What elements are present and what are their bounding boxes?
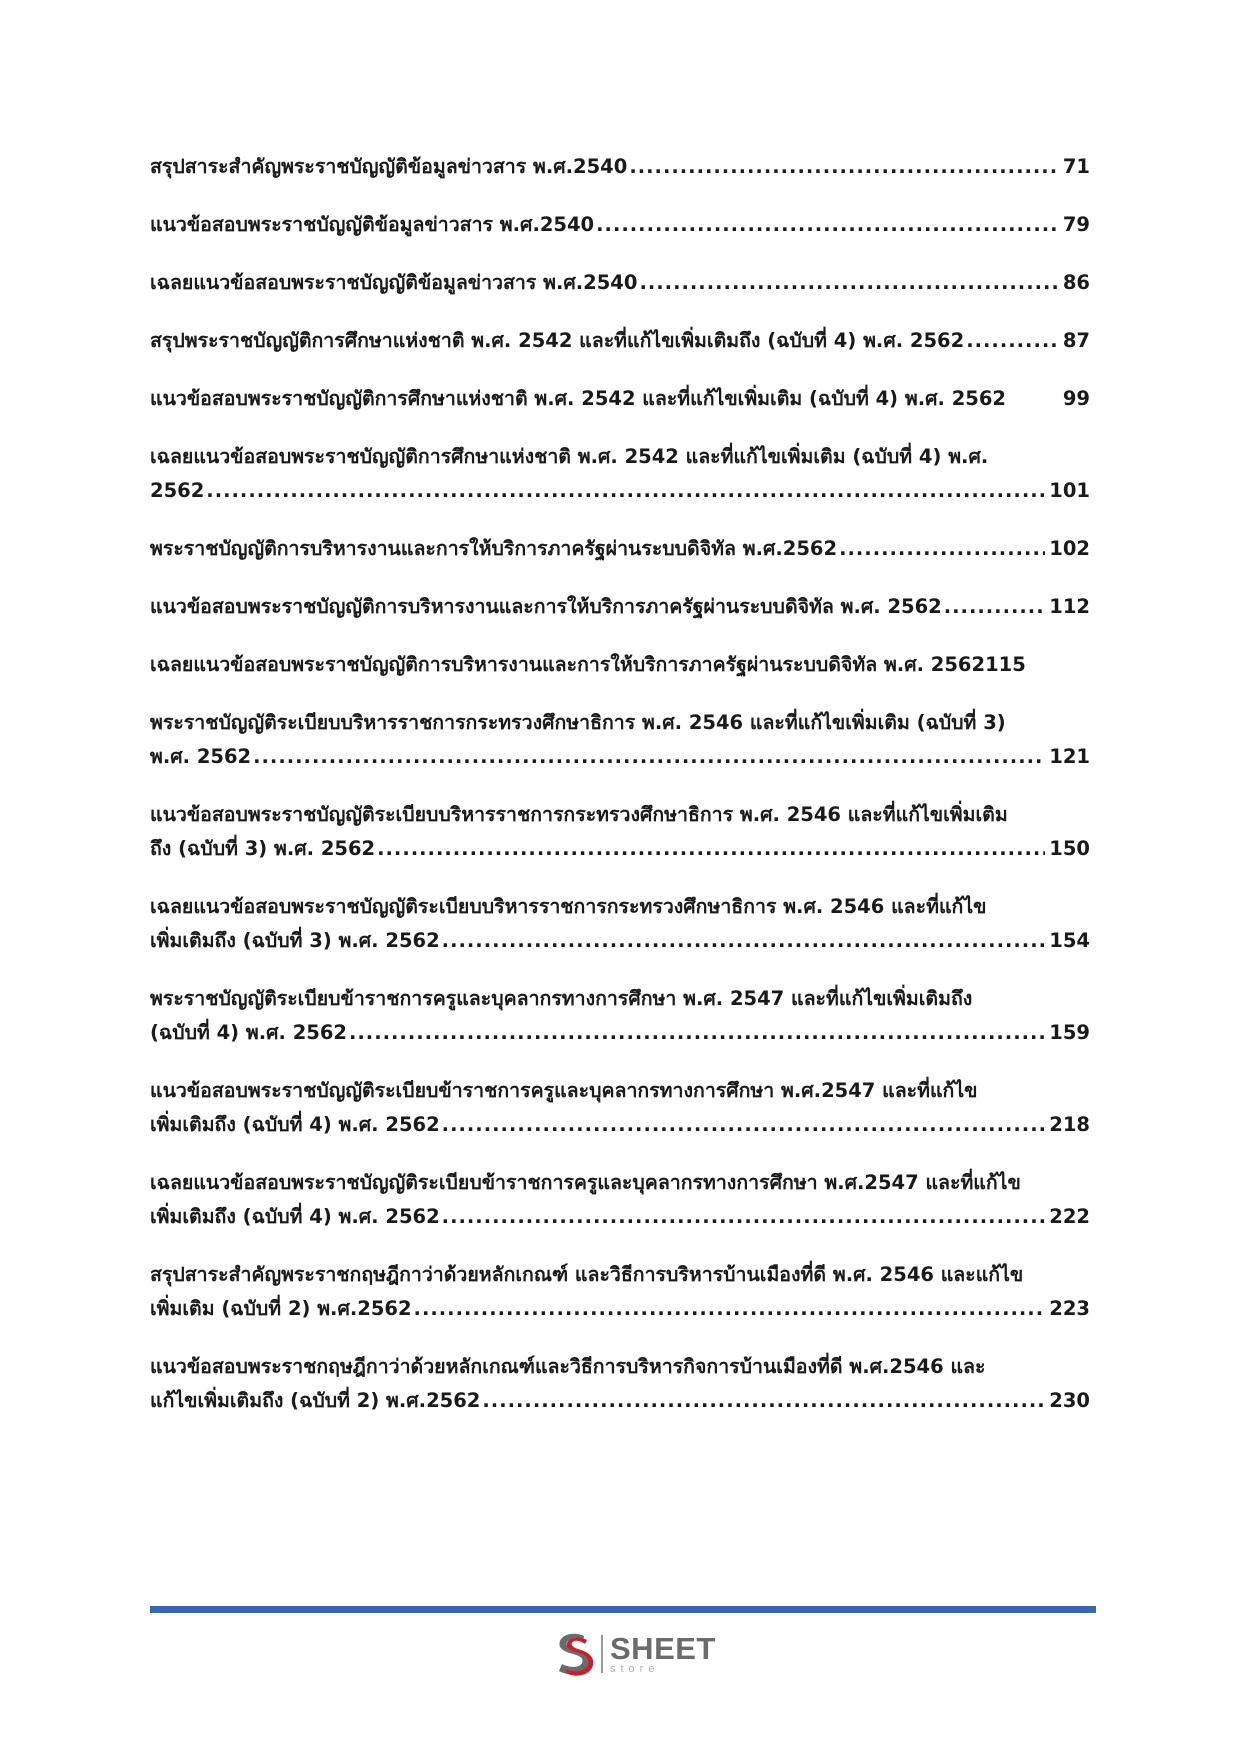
dot-leader	[639, 266, 1058, 300]
dot-leader	[482, 1384, 1045, 1418]
dot-leader	[596, 208, 1059, 242]
toc-entry-title-continued: เพิ่มเติมถึง (ฉบับที่ 4) พ.ศ. 2562	[150, 1113, 440, 1136]
dot-leader	[442, 1108, 1046, 1142]
toc-entry-title: เฉลยแนวข้อสอบพระราชบัญญัติการศึกษาแห่งชาติ พ.ศ. 2542 และที่แก้ไขเพิ่มเติม (ฉบับที่ 4) พ.ศ.	[150, 445, 989, 468]
dot-leader	[206, 474, 1045, 508]
toc-entry-page: 230	[1049, 1389, 1090, 1412]
toc-entry-title: พระราชบัญญัติระเบียบบริหารราชการกระทรวงศึกษาธิการ พ.ศ. 2546 และที่แก้ไขเพิ่มเติม (ฉบับที่ 3)	[150, 711, 1006, 734]
toc-entry-title-continued: (ฉบับที่ 4) พ.ศ. 2562	[150, 1021, 347, 1044]
sheet-store-s-icon	[553, 1630, 595, 1678]
toc-entry[interactable]	[150, 324, 1090, 358]
dot-leader	[442, 1200, 1046, 1234]
toc-entry[interactable]	[150, 890, 1090, 958]
toc-entry-title: สรุปพระราชบัญญัติการศึกษาแห่งชาติ พ.ศ. 2542 และที่แก้ไขเพิ่มเติมถึง (ฉบับที่ 4) พ.ศ. 2562	[150, 329, 965, 352]
toc-entry-title: แนวข้อสอบพระราชบัญญัติการศึกษาแห่งชาติ พ.ศ. 2542 และที่แก้ไขเพิ่มเติม (ฉบับที่ 4) พ.ศ. 2562	[150, 387, 1006, 410]
toc-entry-title: แนวข้อสอบพระราชบัญญัติข้อมูลข่าวสาร พ.ศ.2540	[150, 213, 595, 236]
toc-entry-title: สรุปสาระสำคัญพระราชบัญญัติข้อมูลข่าวสาร พ.ศ.2540	[150, 155, 628, 178]
logo-wordmark: SHEET	[610, 1631, 716, 1666]
toc-entry-title: พระราชบัญญัติระเบียบข้าราชการครูและบุคลากรทางการศึกษา พ.ศ. 2547 และที่แก้ไขเพิ่มเติมถึง	[150, 987, 973, 1010]
dot-leader	[253, 740, 1045, 774]
table-of-contents	[150, 150, 1090, 1442]
dot-leader	[349, 1016, 1045, 1050]
toc-entry-title: แนวข้อสอบพระราชบัญญัติระเบียบข้าราชการครูและบุคลากรทางการศึกษา พ.ศ.2547 และที่แก้ไข	[150, 1079, 978, 1102]
toc-entry[interactable]	[150, 150, 1090, 184]
toc-entry[interactable]	[150, 440, 1090, 508]
toc-entry-title: เฉลยแนวข้อสอบพระราชบัญญัติระเบียบบริหารราชการกระทรวงศึกษาธิการ พ.ศ. 2546 และที่แก้ไข	[150, 895, 987, 918]
toc-entry[interactable]	[150, 382, 1090, 416]
toc-entry[interactable]	[150, 1074, 1090, 1142]
toc-entry-page: 218	[1049, 1113, 1090, 1136]
dot-leader	[442, 924, 1046, 958]
toc-entry[interactable]	[150, 706, 1090, 774]
toc-entry[interactable]	[150, 1350, 1090, 1418]
dot-leader	[377, 832, 1045, 866]
toc-entry-title: เฉลยแนวข้อสอบพระราชบัญญัติข้อมูลข่าวสาร พ.ศ.2540	[150, 271, 638, 294]
toc-entry-page: 223	[1049, 1297, 1090, 1320]
toc-entry-title-continued: เพิ่มเติม (ฉบับที่ 2) พ.ศ.2562	[150, 1297, 412, 1320]
toc-entry-page: 86	[1062, 271, 1090, 294]
toc-entry-page: 71	[1062, 155, 1090, 178]
toc-entry-title-continued: แก้ไขเพิ่มเติมถึง (ฉบับที่ 2) พ.ศ.2562	[150, 1389, 481, 1412]
toc-entry-page: 99	[1062, 387, 1090, 410]
dot-leader	[839, 532, 1045, 566]
toc-entry-title: สรุปสาระสำคัญพระราชกฤษฎีกาว่าด้วยหลักเกณฑ์ และวิธีการบริหารบ้านเมืองที่ดี พ.ศ. 2546 และแก้ไข	[150, 1263, 1024, 1286]
dot-leader	[966, 324, 1059, 358]
toc-entry-title-continued: ถึง (ฉบับที่ 3) พ.ศ. 2562	[150, 837, 376, 860]
toc-entry-title: แนวข้อสอบพระราชบัญญัติการบริหารงานและการให้บริการภาครัฐผ่านระบบดิจิทัล พ.ศ. 2562	[150, 595, 942, 618]
toc-entry-title: เฉลยแนวข้อสอบพระราชบัญญัติระเบียบข้าราชการครูและบุคลากรทางการศึกษา พ.ศ.2547 และที่แก้ไข	[150, 1171, 1021, 1194]
logo-divider	[601, 1635, 603, 1673]
footer-rule	[150, 1606, 1096, 1613]
toc-entry[interactable]	[150, 590, 1090, 624]
toc-entry-page: 150	[1049, 837, 1090, 860]
toc-entry-page: 102	[1049, 537, 1090, 560]
toc-entry[interactable]	[150, 208, 1090, 242]
toc-entry-page: 115	[985, 653, 1026, 676]
toc-entry-title: พระราชบัญญัติการบริหารงานและการให้บริการภาครัฐผ่านระบบดิจิทัล พ.ศ.2562	[150, 537, 838, 560]
toc-entry-title-continued: พ.ศ. 2562	[150, 745, 252, 768]
toc-entry-title-continued: เพิ่มเติมถึง (ฉบับที่ 3) พ.ศ. 2562	[150, 929, 440, 952]
toc-entry-page: 101	[1049, 479, 1090, 502]
toc-entry[interactable]	[150, 982, 1090, 1050]
toc-entry[interactable]	[150, 648, 1090, 682]
dot-leader	[629, 150, 1059, 184]
toc-entry[interactable]	[150, 266, 1090, 300]
toc-entry-title: แนวข้อสอบพระราชกฤษฎีกาว่าด้วยหลักเกณฑ์และวิธีการบริหารกิจการบ้านเมืองที่ดี พ.ศ.2546 และ	[150, 1355, 986, 1378]
toc-entry-page: 154	[1049, 929, 1090, 952]
toc-entry[interactable]	[150, 532, 1090, 566]
toc-entry[interactable]	[150, 1166, 1090, 1234]
toc-entry-title-continued: 2562	[150, 479, 205, 502]
toc-entry-page: 159	[1049, 1021, 1090, 1044]
dot-leader	[944, 590, 1046, 624]
toc-entry-title-continued: เพิ่มเติมถึง (ฉบับที่ 4) พ.ศ. 2562	[150, 1205, 440, 1228]
toc-entry-page: 121	[1049, 745, 1090, 768]
toc-entry-page: 112	[1049, 595, 1090, 618]
toc-entry-page: 79	[1062, 213, 1090, 236]
toc-entry-page: 87	[1062, 329, 1090, 352]
logo-subtitle: store	[610, 1663, 660, 1675]
toc-entry-title: แนวข้อสอบพระราชบัญญัติระเบียบบริหารราชการกระทรวงศึกษาธิการ พ.ศ. 2546 และที่แก้ไขเพิ่มเติม	[150, 803, 1008, 826]
toc-entry[interactable]	[150, 1258, 1090, 1326]
dot-leader	[414, 1292, 1046, 1326]
toc-entry[interactable]	[150, 798, 1090, 866]
toc-entry-title: เฉลยแนวข้อสอบพระราชบัญญัติการบริหารงานและการให้บริการภาครัฐผ่านระบบดิจิทัล พ.ศ. 2562	[150, 653, 986, 676]
toc-entry-page: 222	[1049, 1205, 1090, 1228]
sheet-store-logo	[553, 1628, 723, 1680]
